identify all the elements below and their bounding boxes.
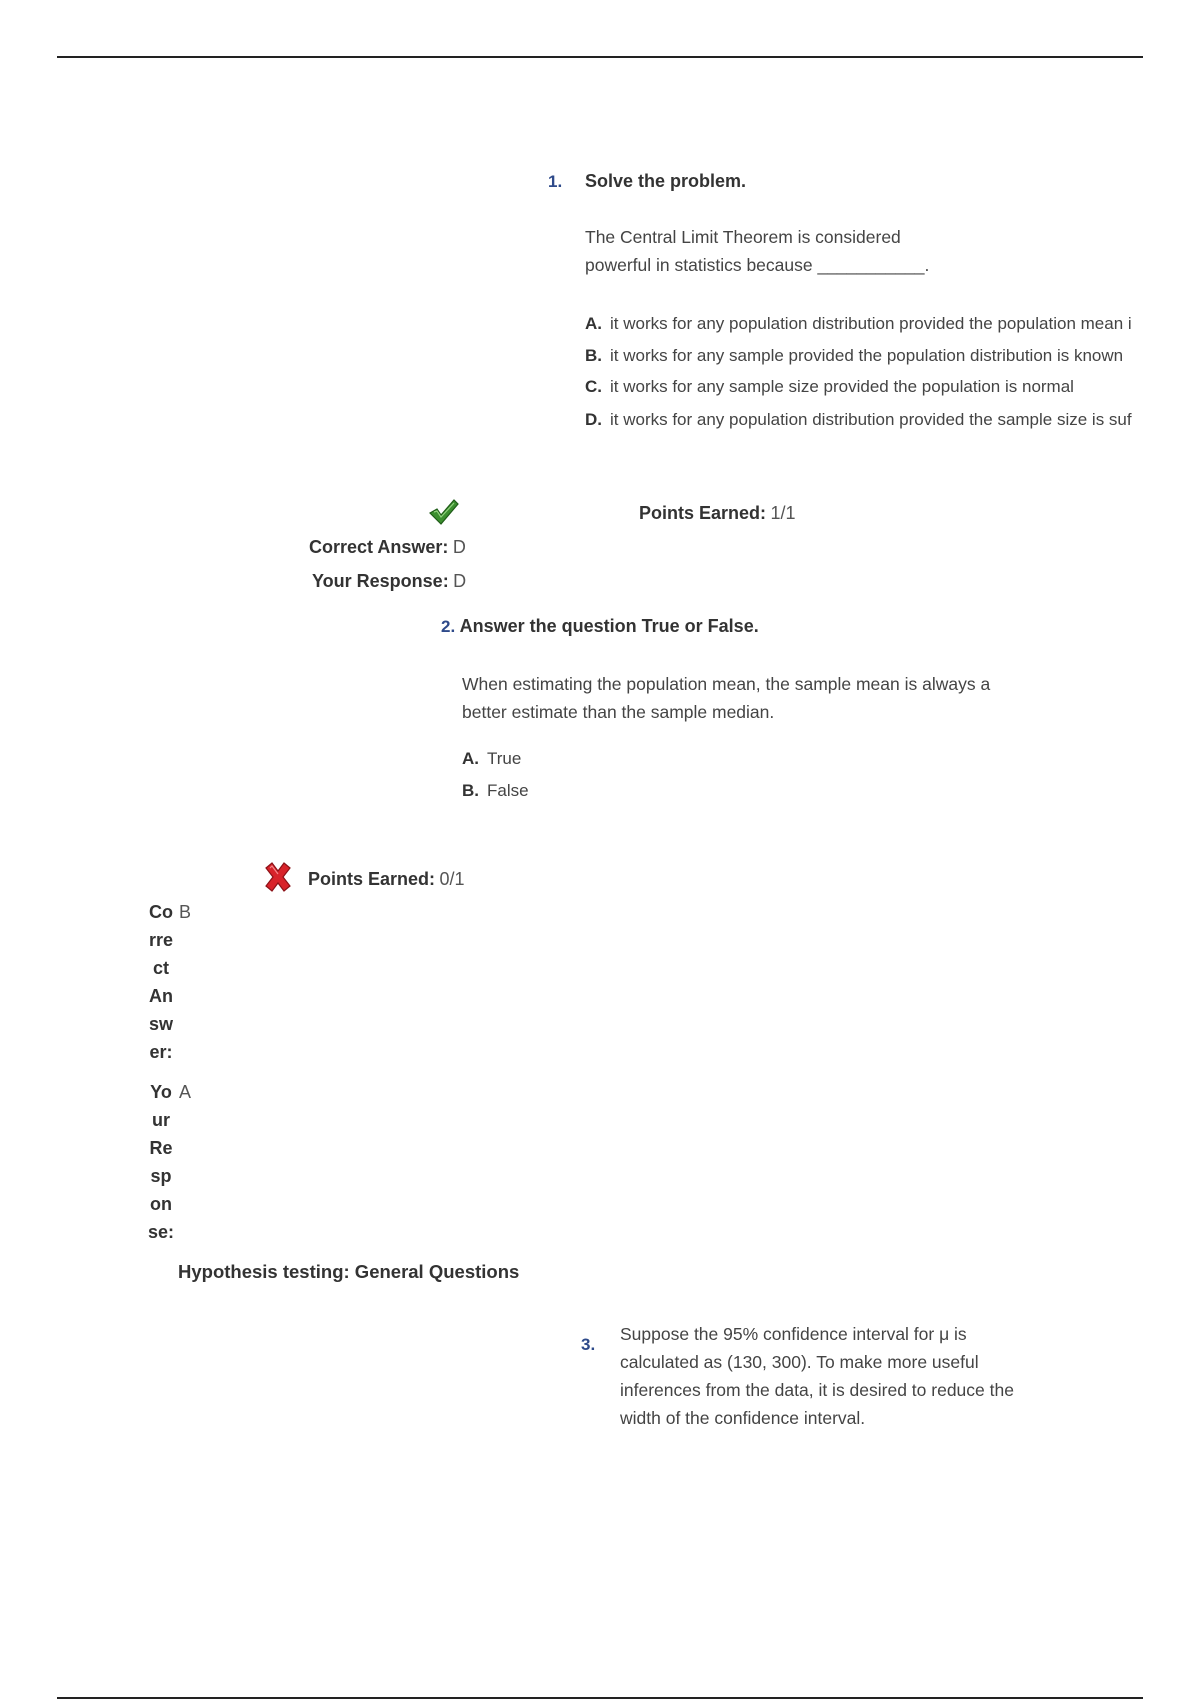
q2-heading: Answer the question True or False. (459, 616, 759, 636)
q1-option-d (585, 410, 1132, 430)
q3-body-line-1: Suppose the 95% confidence interval for μ is (620, 1324, 967, 1344)
q1-response-value: D (453, 571, 467, 591)
q1-points-label: Points Earned: (639, 503, 767, 523)
q3-body (620, 1320, 1100, 1432)
q1-correct-value: D (452, 537, 466, 557)
q1-option-a-text: it works for any population distribution provided the population mean i (610, 314, 1132, 333)
q1-your-response (312, 571, 466, 592)
q2-header (441, 616, 759, 637)
bottom-rule (57, 1697, 1143, 1699)
q1-option-d-letter: D. (585, 410, 602, 429)
q2-points-value: 0/1 (439, 869, 465, 889)
q1-body (585, 223, 1005, 279)
q2-points-earned (308, 869, 465, 890)
q1-points-value: 1/1 (770, 503, 796, 523)
q2-number: 2. (441, 617, 456, 636)
q2-option-a (462, 749, 521, 769)
q1-option-b-text: it works for any sample provided the population distribution is known (610, 346, 1124, 365)
q2-option-a-letter: A. (462, 749, 479, 768)
q2-body-line-2: better estimate than the sample median. (462, 702, 775, 722)
top-rule (57, 56, 1143, 58)
q1-correct-answer (309, 537, 466, 558)
q2-correct-label: Correct Answer: (148, 902, 174, 1062)
q1-body-line-1: The Central Limit Theorem is considered (585, 227, 901, 247)
q2-body (462, 670, 1102, 726)
q2-option-b-text: False (487, 781, 529, 800)
q2-option-b-letter: B. (462, 781, 479, 800)
q2-option-a-text: True (487, 749, 522, 768)
q2-points-label: Points Earned: (308, 869, 436, 889)
q1-number: 1. (548, 172, 563, 191)
q1-body-line-2: powerful in statistics because ___________. (585, 255, 930, 275)
q1-option-b (585, 346, 1123, 366)
cross-icon (262, 862, 294, 892)
q2-body-line-1: When estimating the population mean, the sample mean is always a (462, 674, 991, 694)
q2-option-b (462, 781, 529, 801)
q1-correct-label: Correct Answer: (309, 537, 449, 557)
q2-response-value: A (179, 1082, 192, 1102)
q3-body-line-4: width of the confidence interval. (620, 1408, 866, 1428)
q1-option-c-letter: C. (585, 377, 602, 396)
q2-correct-value: B (179, 902, 192, 922)
q1-option-b-letter: B. (585, 346, 602, 365)
q3-body-line-2: calculated as (130, 300). To make more useful (620, 1352, 979, 1372)
q3-number: 3. (581, 1335, 596, 1354)
q1-option-a (585, 314, 1132, 334)
q1-option-d-text: it works for any population distribution provided the sample size is suf (610, 410, 1132, 429)
section-title: Hypothesis testing: General Questions (178, 1261, 520, 1282)
q1-response-label: Your Response: (312, 571, 449, 591)
q1-option-c (585, 377, 1074, 397)
q1-points-earned (639, 503, 796, 524)
check-icon (428, 498, 460, 526)
q1-option-c-text: it works for any sample size provided the population is normal (610, 377, 1074, 396)
q1-heading: Solve the problem. (585, 171, 747, 191)
q2-response-label: Your Response: (147, 1082, 174, 1242)
q3-body-line-3: inferences from the data, it is desired to reduce the (620, 1380, 1014, 1400)
q1-option-a-letter: A. (585, 314, 602, 333)
